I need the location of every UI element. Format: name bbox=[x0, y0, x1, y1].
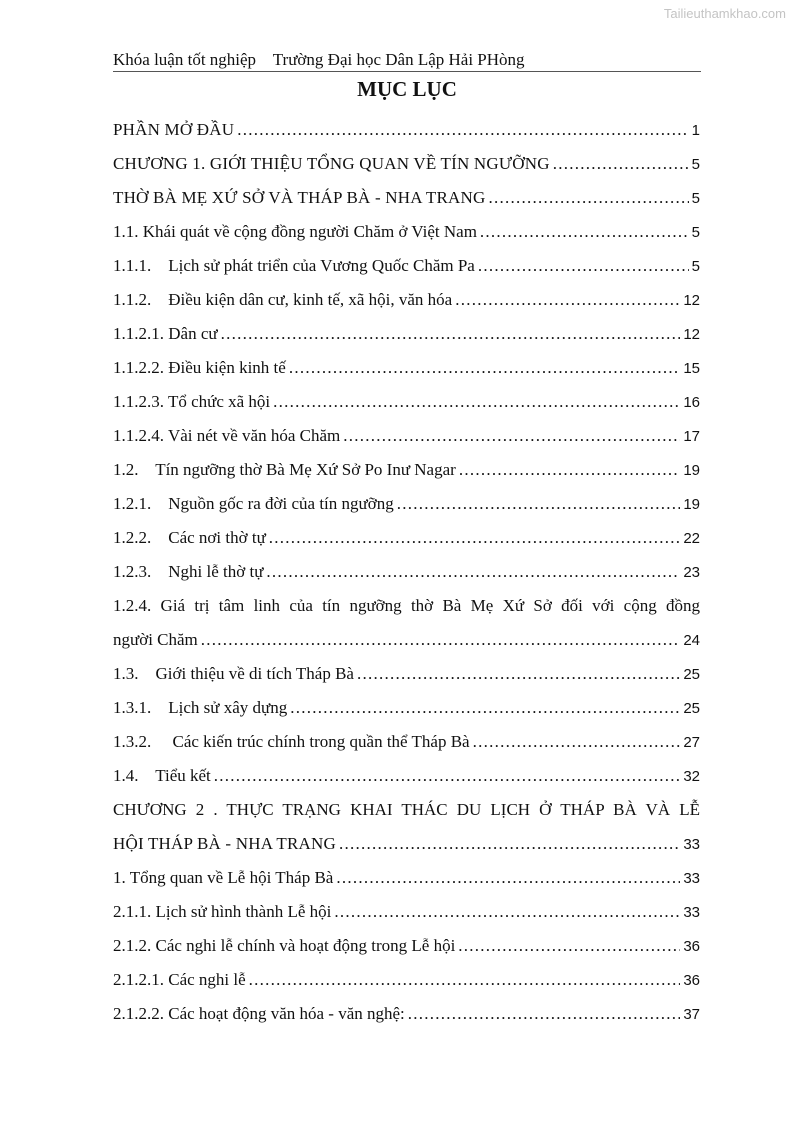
toc-page-number: 37 bbox=[683, 1006, 700, 1023]
toc-page-number: 33 bbox=[683, 870, 700, 887]
toc-page-number: 23 bbox=[683, 564, 700, 581]
toc-leader bbox=[357, 657, 680, 691]
toc-entry-title-line1[interactable]: CHƯƠNG 2 . THỰC TRẠNG KHAI THÁC DU LỊCH Ở THÁP BÀ VÀ LỄ bbox=[113, 800, 700, 819]
toc-entry[interactable] bbox=[113, 283, 700, 317]
toc-page-number: 22 bbox=[683, 530, 700, 547]
toc-page-number: 12 bbox=[683, 326, 700, 343]
header-left: Khóa luận tốt nghiệp bbox=[113, 50, 257, 69]
toc-entry[interactable] bbox=[113, 623, 700, 657]
toc-entry-title: 2.1.2.1. Các nghi lễ bbox=[113, 970, 246, 989]
toc-entry[interactable] bbox=[113, 147, 700, 181]
toc-entry[interactable] bbox=[113, 351, 700, 385]
toc-entry[interactable] bbox=[113, 929, 700, 963]
toc-page-number: 19 bbox=[683, 496, 700, 513]
toc-leader bbox=[201, 623, 681, 657]
toc-entry-title: HỘI THÁP BÀ - NHA TRANG bbox=[113, 834, 336, 853]
toc-page-number: 36 bbox=[683, 972, 700, 989]
toc-page-number: 32 bbox=[683, 768, 700, 785]
toc-page-number: 25 bbox=[683, 700, 700, 717]
toc-entry[interactable] bbox=[113, 521, 700, 555]
toc-entry-title: 1.3.2. Các kiến trúc chính trong quần thể Tháp Bà bbox=[113, 732, 470, 751]
toc-entry[interactable] bbox=[113, 759, 700, 793]
toc-entry-title: 1.1.1. Lịch sử phát triển của Vương Quốc Chăm Pa bbox=[113, 256, 475, 275]
toc-leader bbox=[458, 929, 680, 963]
toc-page-number: 19 bbox=[683, 462, 700, 479]
toc-entry-title: 1.2.3. Nghi lễ thờ tự bbox=[113, 562, 264, 581]
toc-entry[interactable] bbox=[113, 657, 700, 691]
toc-page-number: 33 bbox=[683, 904, 700, 921]
toc-entry-title: 2.1.2. Các nghi lễ chính và hoạt động trong Lễ hội bbox=[113, 936, 456, 955]
toc-entry-title: người Chăm bbox=[113, 630, 198, 649]
header-right: Trường Đại học Dân Lập Hải PHòng bbox=[272, 50, 525, 69]
toc-leader bbox=[408, 997, 681, 1031]
toc-entry-title: 2.1.1. Lịch sử hình thành Lễ hội bbox=[113, 902, 332, 921]
toc-leader bbox=[273, 385, 680, 419]
toc-leader bbox=[237, 113, 688, 147]
page-title: MỤC LỤC bbox=[357, 77, 457, 101]
toc-entry-title: 1.4. Tiểu kết bbox=[113, 766, 211, 785]
toc-page-number: 5 bbox=[691, 190, 700, 207]
toc-entry-title: 1. Tổng quan về Lễ hội Tháp Bà bbox=[113, 868, 334, 887]
toc-page-number: 15 bbox=[683, 360, 700, 377]
toc-page-number: 1 bbox=[691, 122, 700, 139]
toc-leader bbox=[334, 895, 680, 929]
toc-entry[interactable] bbox=[113, 249, 700, 283]
toc-leader bbox=[249, 963, 681, 997]
toc-entry-title: 1.2.2. Các nơi thờ tự bbox=[113, 528, 266, 547]
toc-page-number: 36 bbox=[683, 938, 700, 955]
toc-page-number: 33 bbox=[683, 836, 700, 853]
toc-leader bbox=[266, 555, 680, 589]
toc-leader bbox=[397, 487, 681, 521]
toc-entry-title: 1.1.2.2. Điều kiện kinh tế bbox=[113, 358, 286, 377]
toc-entry[interactable] bbox=[113, 215, 700, 249]
toc-entry[interactable] bbox=[113, 963, 700, 997]
toc-entry-title: 1.1.2. Điều kiện dân cư, kinh tế, xã hội, văn hóa bbox=[113, 290, 453, 309]
toc-leader bbox=[290, 691, 680, 725]
toc-leader bbox=[488, 181, 688, 215]
toc-leader bbox=[214, 759, 681, 793]
toc-leader bbox=[269, 521, 681, 555]
toc-page-number: 12 bbox=[683, 292, 700, 309]
toc-entry[interactable] bbox=[113, 453, 700, 487]
toc-entry-title: 2.1.2.2. Các hoạt động văn hóa - văn nghệ: bbox=[113, 1004, 405, 1023]
toc-leader bbox=[459, 453, 681, 487]
toc-leader bbox=[473, 725, 681, 759]
toc-entry-title-line1[interactable]: 1.2.4. Giá trị tâm linh của tín ngưỡng thờ Bà Mẹ Xứ Sở đối với cộng đồng bbox=[113, 596, 700, 615]
toc-entry-title: THỜ BÀ MẸ XỨ SỞ VÀ THÁP BÀ - NHA TRANG bbox=[113, 188, 486, 207]
table-of-contents bbox=[113, 113, 700, 1031]
toc-page-number: 17 bbox=[683, 428, 700, 445]
toc-leader bbox=[553, 147, 689, 181]
toc-entry-title: 1.2. Tín ngưỡng thờ Bà Mẹ Xứ Sở Po Inư Nagar bbox=[113, 460, 456, 479]
toc-leader bbox=[455, 283, 680, 317]
toc-page-number: 5 bbox=[691, 258, 700, 275]
toc-leader bbox=[478, 249, 689, 283]
toc-page-number: 24 bbox=[683, 632, 700, 649]
toc-page-number: 16 bbox=[683, 394, 700, 411]
toc-entry-title: PHẦN MỞ ĐẦU bbox=[113, 120, 235, 139]
toc-entry-title: CHƯƠNG 1. GIỚI THIỆU TỔNG QUAN VỀ TÍN NGƯỠNG bbox=[113, 154, 550, 173]
toc-leader bbox=[339, 827, 680, 861]
toc-entry[interactable] bbox=[113, 895, 700, 929]
toc-entry-title: 1.1.2.3. Tổ chức xã hội bbox=[113, 392, 271, 411]
toc-entry[interactable] bbox=[113, 997, 700, 1031]
toc-entry[interactable] bbox=[113, 385, 700, 419]
toc-entry[interactable] bbox=[113, 861, 700, 895]
watermark: Tailieuthamkhao.com bbox=[663, 6, 786, 21]
toc-entry-title: 1.3.1. Lịch sử xây dựng bbox=[113, 698, 288, 717]
toc-entry-title: 1.3. Giới thiệu về di tích Tháp Bà bbox=[113, 664, 354, 683]
toc-entry[interactable] bbox=[113, 181, 700, 215]
toc-entry[interactable] bbox=[113, 487, 700, 521]
toc-entry-title: 1.1.2.1. Dân cư bbox=[113, 324, 218, 343]
toc-leader bbox=[336, 861, 680, 895]
toc-page-number: 25 bbox=[683, 666, 700, 683]
toc-entry[interactable] bbox=[113, 317, 700, 351]
toc-leader bbox=[480, 215, 689, 249]
toc-entry-title: 1.1.2.4. Vài nét về văn hóa Chăm bbox=[113, 426, 341, 445]
toc-entry[interactable] bbox=[113, 555, 700, 589]
toc-entry-title: 1.2.1. Nguồn gốc ra đời của tín ngưỡng bbox=[113, 494, 394, 513]
toc-page-number: 5 bbox=[691, 156, 700, 173]
toc-leader bbox=[221, 317, 681, 351]
toc-page-number: 5 bbox=[691, 224, 700, 241]
toc-entry[interactable] bbox=[113, 827, 700, 861]
toc-entry[interactable] bbox=[113, 113, 700, 147]
toc-entry[interactable] bbox=[113, 725, 700, 759]
toc-entry[interactable] bbox=[113, 691, 700, 725]
toc-leader bbox=[289, 351, 681, 385]
toc-page-number: 27 bbox=[683, 734, 700, 751]
page-header bbox=[113, 49, 701, 72]
toc-leader bbox=[343, 419, 680, 453]
toc-entry-title: 1.1. Khái quát về cộng đồng người Chăm ở Việt Nam bbox=[113, 222, 477, 241]
toc-entry[interactable] bbox=[113, 419, 700, 453]
